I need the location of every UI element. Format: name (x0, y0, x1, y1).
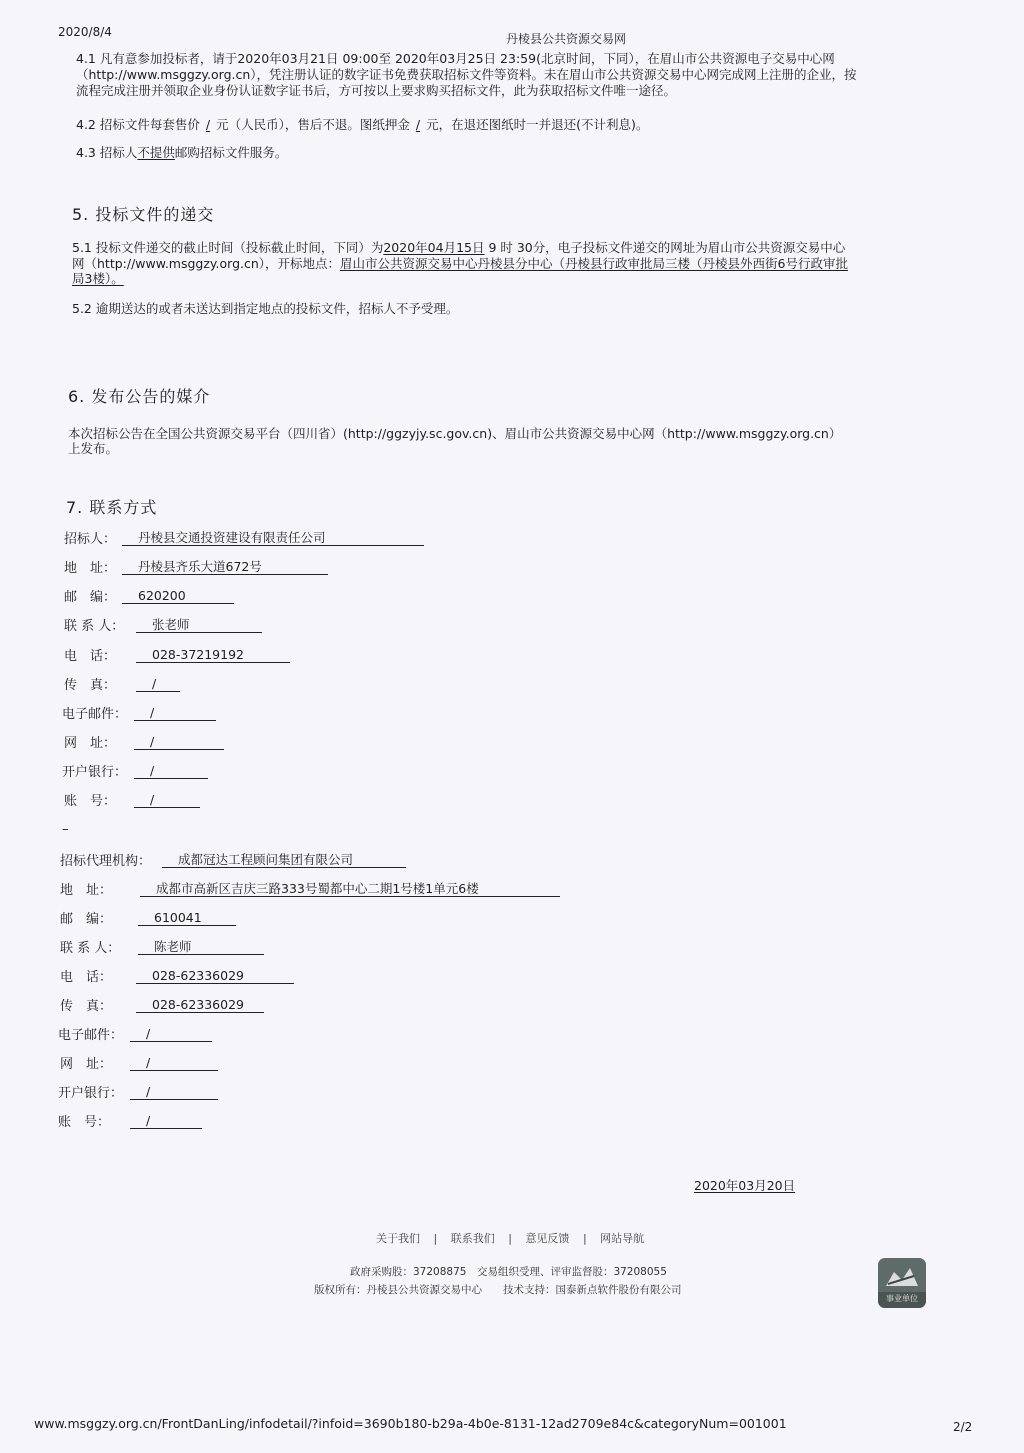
agent-email-label: 电子邮件： (58, 1028, 124, 1043)
footer-link-contact[interactable]: 联系我们 (450, 1232, 495, 1245)
para-4-1-line1: 4.1 凡有意参加投标者，请于2020年03月21日 09:00至 2020年03月25日 23:59(北京时间，下同），在眉山市公共资源电子交易中心网 (76, 51, 835, 66)
tenderer-bank-label: 开户银行： (62, 765, 128, 780)
price-value: / (205, 117, 211, 132)
agent-fax-label: 传 真： (60, 999, 113, 1014)
para-4-1-line3: 流程完成注册并领取企业身份认证数字证书后，方可按以上要求购买招标文件，此为获取招标文件唯一途径。 (76, 83, 677, 98)
para-5-1-text: 5.1 投标文件递交的截止时间（投标截止时间，下同）为 (72, 240, 384, 255)
para-4-3-a: 4.3 招标人 (76, 145, 138, 160)
para-4-2-b: 元（人民币），售后不退。图纸押金 (216, 117, 410, 132)
para-5-2: 5.2 逾期送达的或者未送达到指定地点的投标文件，招标人不予受理。 (72, 301, 459, 316)
tenderer-address-label: 地 址： (64, 561, 117, 576)
agent-bank-label: 开户银行： (58, 1086, 124, 1101)
mail-service-value: 不提供 (137, 145, 175, 160)
tenderer-label: 招标人： (64, 532, 117, 547)
para-4-2-c: 元，在退还图纸时一并退还(不计利息)。 (426, 117, 649, 132)
tenderer-contact-label: 联 系 人： (64, 619, 125, 634)
agent-website-label: 网 址： (60, 1057, 113, 1072)
badge-text: 事业单位 (886, 1294, 918, 1303)
para-4-3 (76, 145, 287, 160)
para-5-1-line3: 局3楼）。 (72, 271, 124, 286)
tenderer-phone: 028-37219192 (136, 647, 290, 663)
notice-date: 2020年03月20日 (694, 1178, 796, 1193)
separator-dash: – (62, 822, 69, 837)
agent-bank: / (130, 1084, 218, 1100)
badge-emblem-icon (884, 1264, 920, 1290)
section-5-heading: 5. 投标文件的递交 (72, 205, 215, 224)
para-6-line1: 本次招标公告在全国公共资源交易平台（四川省）(http://ggzyjy.sc.gov.cn)、眉山市公共资源交易中心网（http://www.msggzy.org.cn） (68, 426, 842, 441)
public-institution-badge[interactable] (878, 1258, 926, 1308)
deposit-value: / (415, 117, 421, 132)
footer-sep: | (508, 1232, 512, 1245)
footer-link-sitemap[interactable]: 网站导航 (600, 1232, 645, 1245)
agent-account: / (130, 1113, 202, 1129)
tenderer-fax: / (136, 676, 180, 692)
para-4-2 (76, 117, 648, 132)
para-5-1-text2: 9 时 30分，电子投标文件递交的网址为眉山市公共资源交易中心 (484, 240, 846, 255)
tenderer-email-label: 电子邮件： (62, 707, 128, 722)
tenderer-postcode-label: 邮 编： (64, 590, 117, 605)
agent-name: 成都冠达工程顾问集团有限公司 (162, 852, 406, 868)
tenderer-account: / (134, 792, 200, 808)
tenderer-website-label: 网 址： (64, 736, 117, 751)
print-url: www.msggzy.org.cn/FrontDanLing/infodetail/?infoid=3690b180-b29a-4b0e-8131-12ad2709e84c&categoryNum=001001 (34, 1416, 787, 1431)
section-6-heading: 6. 发布公告的媒介 (68, 387, 211, 406)
footer-phones: 政府采购股：37208875 交易组织受理、评审监督股：37208055 (350, 1266, 667, 1278)
agent-phone: 028-62336029 (136, 968, 294, 984)
page-number: 2/2 (953, 1420, 973, 1434)
para-6-line2: 上发布。 (68, 441, 119, 456)
footer-nav (376, 1230, 644, 1246)
footer-sep: | (582, 1232, 587, 1245)
para-4-2-a: 4.2 招标文件每套售价 (76, 117, 200, 132)
tenderer-name: 丹棱县交通投资建设有限责任公司 (122, 530, 424, 546)
tenderer-fax-label: 传 真： (64, 678, 117, 693)
agent-postcode: 610041 (138, 910, 236, 926)
print-date: 2020/8/4 (58, 25, 112, 39)
section-7-heading: 7. 联系方式 (66, 498, 158, 517)
para-5-1-text3: 网（http://www.msggzy.org.cn），开标地点： (72, 256, 341, 271)
para-5-1-line2 (72, 256, 848, 271)
tenderer-address: 丹棱县齐乐大道672号 (122, 559, 328, 575)
tenderer-email: / (134, 705, 216, 721)
tenderer-postcode: 620200 (122, 588, 234, 604)
tenderer-contact-person: 张老师 (136, 617, 262, 633)
agent-fax: 028-62336029 (136, 997, 264, 1013)
footer-copyright: 版权所有：丹棱县公共资源交易中心 技术支持：国泰新点软件股份有限公司 (314, 1284, 682, 1296)
agent-phone-label: 电 话： (60, 970, 113, 985)
footer-link-feedback[interactable]: 意见反馈 (525, 1232, 570, 1245)
para-5-1-line1 (72, 240, 845, 255)
agent-address: 成都市高新区吉庆三路333号蜀都中心二期1号楼1单元6楼 (140, 881, 560, 897)
tenderer-website: / (134, 734, 224, 750)
tenderer-bank: / (134, 763, 208, 779)
footer-sep: | (433, 1232, 438, 1245)
tenderer-account-label: 账 号： (64, 794, 117, 809)
agent-website: / (130, 1055, 218, 1071)
agent-email: / (130, 1026, 212, 1042)
agent-account-label: 账 号： (58, 1115, 111, 1130)
footer-link-about[interactable]: 关于我们 (376, 1232, 420, 1245)
agent-address-label: 地 址： (60, 883, 113, 898)
deadline-date: 2020年04月15日 (383, 240, 485, 255)
para-4-3-b: 邮购招标文件服务。 (174, 145, 288, 160)
agent-postcode-label: 邮 编： (60, 912, 113, 927)
agent-contact-person: 陈老师 (138, 939, 264, 955)
agent-contact-label: 联 系 人： (60, 941, 121, 956)
para-4-1-line2: （http://www.msggzy.org.cn），凭注册认证的数字证书免费获取招标文件等资料。未在眉山市公共资源交易中心网完成网上注册的企业，按 (76, 67, 857, 82)
bid-opening-location: 眉山市公共资源交易中心丹棱县分中心（丹棱县行政审批局三楼（丹棱县外西街6号行政审批 (340, 256, 848, 271)
agent-label: 招标代理机构： (60, 854, 152, 869)
tenderer-phone-label: 电 话： (64, 649, 117, 664)
site-title: 丹棱县公共资源交易网 (506, 32, 627, 46)
